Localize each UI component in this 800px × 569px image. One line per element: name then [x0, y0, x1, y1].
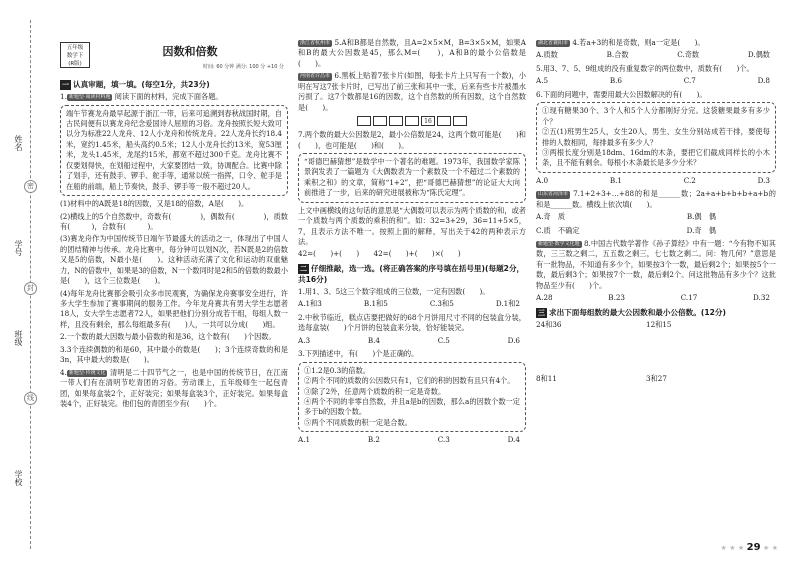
question-8-answer: 42=( )+( ) 42=( )+( )×( ) [298, 249, 461, 259]
question-1-1: (1)材料中的A既是18的因数，又是18的倍数，A是( )。 [60, 199, 249, 209]
number-card: 16 [421, 116, 435, 126]
number-card [357, 116, 371, 126]
choice-6-problems: ①现有糖果30个、3个人和5个人分都刚好分完。这袋糖果最多有多少个？ ②五(1)班男生25人，女生20人，男生、女生分别站成若干排，要使每排的人数相同，每排最多有多少人？ ③两根长度分别是18dm、16dm的木条，要把它们截成同样长的小木条，且不能有剩余。每根小木条最长是多少分米？ [536, 102, 776, 173]
cut-mark-close: 封 [24, 282, 37, 295]
choice-8: 新题型·数学文化题 8.中国古代数学著作《孙子算经》中有一题：“今有物不知其数，三三数之剩二，五五数之剩三，七七数之剩二。问：物几何？”意思是有一批物品，不知道有多少个，如果按3个一数，最后剩2个；如果按5个一数，最后剩3个；如果按7个一数，最后剩2个。问这批物品有多少个？这批物品至少有( )个。 [536, 239, 776, 290]
choice-2: 2.中秋节临近，糕点店要把做好的68个月饼用尺寸不同的包装盒分装，选每盒装( )个月饼的包装盒来分装，恰好能装完。 [298, 312, 526, 333]
choice-5-options: A.5 B.6 C.7 D.8 [536, 76, 770, 86]
section-1-heading: 一 认真审题，填一填。(每空1分，共23分) [62, 80, 210, 89]
number-pair: 12和15 [646, 319, 672, 329]
question-5: 浙江省杭州市 5.A和B都是自然数，且A=2×5×M，B=3×5×M，如果A和B的最大公因数是45，那么M=( )，A和B的最小公倍数是( )。 [298, 38, 526, 68]
column-3 [536, 38, 776, 426]
question-4: 4. 新题型·传统文化 清明是二十四节气之一，也是中国的传统节日，在江南一带人们有在清明节吃青团的习俗。劳动课上，五年级师生一起包青团，如果每盒装2个，正好装完；如果每盒装3个，正好装完。如果每盒装4个，正好装完。他们包的青团至少有( )个。 [60, 367, 288, 408]
number-card [437, 116, 451, 126]
question-2: 2.一个数的最大因数与最小倍数的和是36，这个数有( )个因数。 [60, 332, 276, 342]
column-2 [298, 38, 526, 449]
number-cards [298, 116, 526, 126]
question-1-intro: 1. 新题型·阅读材料题 阅读下面的材料，完成下面各题。 [60, 92, 223, 102]
question-1-2: (2)横线上的5个自然数中，奇数有( )，偶数有( )，质数有( )，合数有( )。 [60, 211, 288, 231]
choice-7-options-row2: C.质 不确定 D.奇 偶 [536, 225, 716, 235]
question-7: 7.两个数的最大公因数是2，最小公倍数是24，这两个数可能是( )和( )，也可能是( )和( )。 [298, 130, 526, 150]
cut-mark-line: 线 [24, 392, 37, 405]
choice-7: 山东省菏泽市 7.1+2+3+…+88的和是______数；2a+a+b+b+b+a+b的和是______数。横线上依次填( )。 [536, 189, 776, 209]
number-pairs-row1 [536, 320, 776, 372]
school-label: 学校 [14, 470, 23, 486]
choice-8-options: A.28 B.23 C.17 D.32 [536, 293, 770, 303]
question-6: 河南省许昌市 6.黑板上贴着7张卡片(如图，每张卡片上只写有一个数)，小明在写这7张卡片时，已写出了前三张和其中一张，后来有些卡片被墨水污损了。这7个数都是16的因数，这个自然数的所有因数，这个自然数是( )。 [298, 71, 526, 112]
star-decoration-icon: ★ ★ [760, 543, 778, 552]
student-number-label: 学号 [14, 240, 23, 256]
star-decoration-icon: ★ ★ ★ [720, 543, 747, 552]
choice-5: 5.用3、7、5、9组成的没有重复数字的两位数中，质数有( )个。 [536, 63, 754, 73]
number-pairs-row2 [536, 374, 776, 426]
column-1 [60, 76, 288, 411]
page-number: ★ ★ ★ 29 ★ ★ [720, 541, 778, 553]
section-2-heading: 二 仔细推敲，选一选。(将正确答案的序号填在括号里)(每题2分，共16分) [298, 263, 525, 285]
choice-4: 湖北省襄阳市 4.若a+3的和是奇数，则a一定是( )。 [538, 38, 705, 47]
choice-1: 1.用1、3、5这三个数字组成的三位数，一定有因数( )。 [298, 287, 490, 297]
number-card [389, 116, 403, 126]
choice-4-options: A.质数 B.合数 C.奇数 D.偶数 [536, 50, 770, 60]
number-pair: 3和27 [646, 373, 667, 383]
question-3: 3.3个连续偶数的和是60，其中最小的数是( )；3个连续奇数的和是3n，其中最大的数是( )。 [60, 344, 288, 365]
number-card [453, 116, 467, 126]
question-8: 上文中画横线的这句话的意思是“大偶数可以表示为两个质数的和，或者一个质数与两个质数的乘积的和”。如：32=3+29，36=11+5×5，7，且表示方法不唯一。按照上面的解释，写出关于42的两种表示方法。 [298, 205, 526, 246]
choice-3-statements: ①1.2是0.3的倍数。 ②两个不同的质数的公因数只有1，它们的积的因数有且只有4个。 ③除了2外，任意两个质数的积一定是奇数。 ④两个不同的非零自然数，并且a是b的因数，那么a的因数个数一定多于b的因数个数。 ⑤两个不同质数的积一定是合数。 [298, 362, 526, 433]
cut-mark-seal: 密 [24, 180, 37, 193]
time-score-meta: 时间: 60 分钟 满分: 100 分 +10 分 [203, 64, 284, 70]
reading-material: 端午节赛龙舟最早起源于浙江一带，后来可追溯到春秋战国时期，自古民间便有以赛龙舟纪念爱国诗人屈原的习俗。龙舟按照长短大致可以分为标准22人龙舟、12人小龙舟和传统龙舟。22人龙舟长约18.4米，宽约1.45米，船头高约0.5米；12人小龙舟长约13米，宽53厘米，龙头1.45米，龙尾约15米，都宽不超过300千克。龙舟比赛不仅要划得快，在划船过程中，大家要团结一致，协调配合。比赛中除了划手，还有鼓手、锣手、舵手等，通常以统一指挥，口令、舵手是在船的前端，船上节奏快，鼓手、锣手等一般不超过20人。 [60, 105, 288, 197]
choice-3: 3.下列描述中，有( )个是正确的。 [298, 349, 419, 359]
goldbach-material: “哥德巴赫猜想”是数学中一个著名的难题。1973年，我国数学家陈景润发表了一篇题为《大偶数表为一个素数及一个不超过二个素数的乘积之和》的文章，简称“1+2”，把“哥德巴赫猜想”的论证大大向前推进了一步，后来的研究进展被称为“陈氏定理”。 [298, 153, 526, 203]
choice-7-options-row1: A.奇 质 B.偶 偶 [536, 212, 716, 222]
number-pair: 24和36 [536, 319, 562, 329]
number-card [405, 116, 419, 126]
choice-6-options: A.0 B.1 C.2 D.3 [536, 175, 770, 185]
page-title: 因数和倍数 [162, 45, 218, 58]
choice-3-options: A.1 B.2 C.3 D.4 [298, 435, 520, 445]
section-3-heading: 三 求出下面每组数的最大公因数和最小公倍数。(12分) [538, 307, 726, 317]
grade-badge: 五年级 数学下 (R版) [60, 42, 90, 68]
question-1-3: (3)赛龙舟作为中国传统节日端午节最盛大的活动之一，体现出了中国人的团结精神与传承。龙舟比赛中，每分钟可以划N次，若N既是2的倍数又是5的倍数，N最小是( )。这种活动充满了文化和运动的双重魅力，N的倍数中，如果是3的倍数，N一个数同时是2和5的倍数的数最小是( )，这个三位数是( )。 [60, 234, 288, 286]
question-1-4: (4)每年龙舟比赛都会吸引众多市民观赛，为确保龙舟赛事安全进行，许多大学生参加了赛事期间的服务工作。今年龙舟赛共有男大学生志愿者18人，女大学生志愿者72人，如果把他们分别分成若干组，每组人数一样，且没有剩余，那么每组最多有( )人，一共可以分成( )组。 [60, 288, 288, 329]
number-card [373, 116, 387, 126]
page-header [60, 42, 288, 70]
binding-strip [0, 0, 52, 569]
name-label: 姓名 [14, 135, 23, 151]
number-pair: 8和11 [536, 373, 557, 383]
choice-1-options: A.1和3 B.1和5 C.3和5 D.1和2 [298, 299, 520, 309]
choice-2-options: A.3 B.4 C.5 D.6 [298, 335, 520, 345]
choice-6: 6.下面的问题中，需要用最大公因数解决的有( )。 [536, 89, 707, 99]
class-label: 班级 [14, 330, 23, 346]
